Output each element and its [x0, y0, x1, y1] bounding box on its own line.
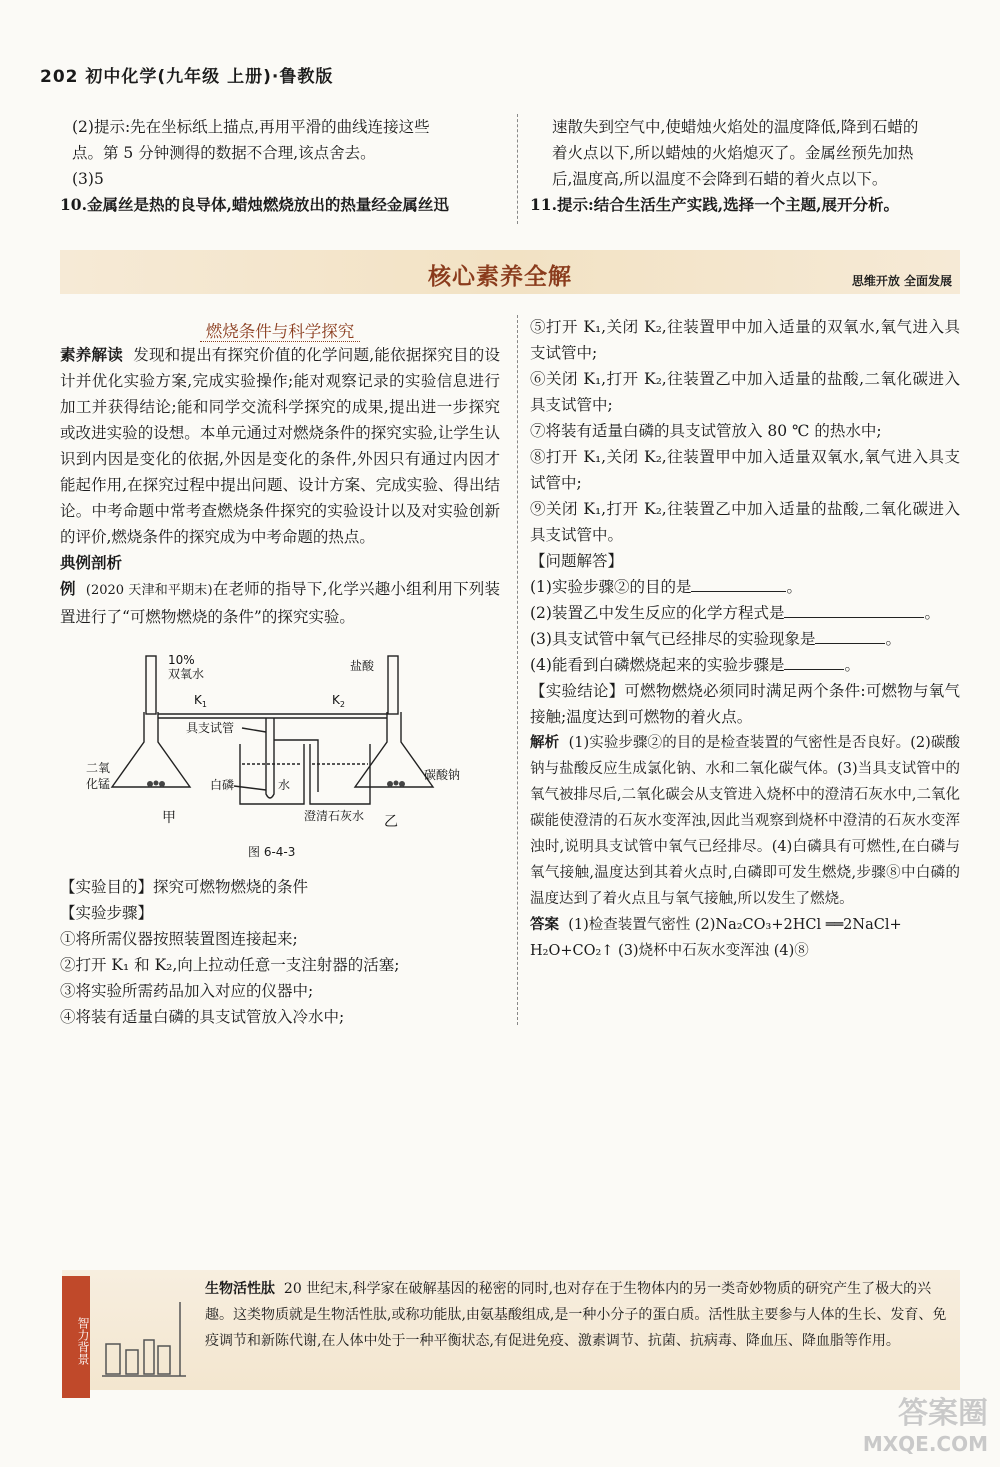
figure-caption: 图 6-4-3 [248, 845, 296, 859]
text-line: (3)5 [72, 170, 104, 188]
question-text: (4)能看到白磷燃烧起来的实验步骤是 [530, 656, 785, 674]
question-text: (2)装置乙中发生反应的化学方程式是 [530, 604, 785, 622]
right-column [530, 314, 960, 964]
flask-jia [112, 712, 190, 787]
purpose-line [60, 874, 500, 900]
text-line: (2)提示:先在坐标纸上描点,再用平滑的曲线连接这些 [72, 118, 430, 136]
question-2: (2)装置乙中发生反应的化学方程式是 。 [530, 600, 960, 626]
info-box-body: 20 世纪末,科学家在破解基因的秘密的同时,也对存在于生物体内的另一类奇妙物质的研究产生了极大的兴趣。这类物质就是生物活性肽,或称功能肽,由氨基酸组成,是一种小分子的蛋白质。活性肽主要参与人体的生长、发育、免疫调节和新陈代谢,在人体中处于一种平衡状态,有促进免疫、激素调节、抗菌、抗病毒、降血压、降血脂等作用。 [205, 1281, 947, 1349]
info-box-title: 生物活性肽 [205, 1281, 275, 1297]
label-water: 水 [278, 778, 291, 792]
question-text: (3)具支试管中氧气已经排尽的实验现象是 [530, 630, 816, 648]
syringe-yi [388, 656, 398, 714]
qa-label: 【问题解答】 [530, 552, 624, 570]
apparatus-figure [82, 652, 492, 867]
text-line: 着火点以下,所以蜡烛的火焰熄灭了。金属丝预先加热 [552, 144, 914, 162]
top-right-column [530, 114, 960, 218]
step-item: ①将所需仪器按照装置图连接起来; [60, 930, 298, 948]
step-item: ②打开 K₁ 和 K₂,向上拉动任意一支注射器的活塞; [60, 956, 400, 974]
watermark-line-2: MXQE.COM [862, 1432, 988, 1456]
leader-white-p [234, 786, 266, 790]
side-arm-tube [266, 718, 274, 798]
answer-blank[interactable] [784, 653, 844, 670]
text-line: 10.金属丝是热的良导体,蜡烛燃烧放出的热量经金属丝迅 [60, 195, 449, 214]
answer-blank[interactable] [784, 601, 924, 618]
question-3: (3)具支试管中氧气已经排尽的实验现象是 。 [530, 626, 960, 652]
step-item: ⑦将装有适量白磷的具支试管放入 80 ℃ 的热水中; [530, 422, 882, 440]
example-label: 例 [60, 580, 76, 598]
banner-title: 核心素养全解 [428, 264, 572, 290]
section-title-text: 燃烧条件与科学探究 [200, 322, 361, 342]
dianli-label: 典例剖析 [60, 554, 123, 572]
info-box-text [205, 1276, 955, 1354]
step-item: ③将实验所需药品加入对应的仪器中; [60, 982, 314, 1000]
label-jia: 甲 [162, 810, 176, 826]
banner-subtitle: 思维开放 全面发展 [851, 274, 952, 288]
step-item: ⑥关闭 K₁,打开 K₂,往装置乙中加入适量的盐酸,二氧化碳进入具支试管中; [530, 370, 960, 414]
suyang-paragraph [60, 342, 500, 550]
conclusion [530, 678, 960, 730]
step-item: ⑨关闭 K₁,打开 K₂,往装置乙中加入适量的盐酸,二氧化碳进入具支试管中。 [530, 500, 960, 544]
label-white-p: 白磷 [210, 778, 235, 792]
beaker-right [310, 744, 370, 804]
label-limewater: 澄清石灰水 [304, 809, 365, 823]
conclusion-label: 【实验结论】 [530, 682, 625, 700]
top-left-column [60, 114, 510, 218]
answer-label: 答案 [530, 917, 559, 933]
text-line: 速散失到空气中,使蜡烛火焰处的温度降低,降到石蜡的 [552, 118, 919, 136]
analysis-label: 解析 [530, 735, 560, 751]
purpose-text: 探究可燃物燃烧的条件 [153, 878, 309, 896]
column-divider [517, 315, 519, 1025]
left-column [60, 342, 500, 630]
syringe-jia [146, 656, 156, 714]
beaker-left [240, 744, 304, 804]
answer [530, 912, 960, 938]
step-item: ⑤打开 K₁,关闭 K₂,往装置甲中加入适量的双氧水,氧气进入具支试管中; [530, 318, 960, 362]
analysis [530, 730, 960, 912]
page-header: 202 初中化学(九年级 上册)·鲁教版 [40, 67, 334, 87]
purpose-label: 【实验目的】 [60, 878, 154, 896]
step-item: ⑧打开 K₁,关闭 K₂,往装置甲中加入适量双氧水,氧气进入具支试管中; [530, 448, 960, 492]
text-line: 后,温度高,所以温度不会降到石蜡的着火点以下。 [552, 170, 888, 188]
watermark-line-1: 答案圈 [898, 1396, 988, 1431]
info-box-tab: 智力背景 [62, 1276, 90, 1398]
answer-line-1: (1)检查装置气密性 (2)Na₂CO₃+2HCl ══2NaCl+ [568, 917, 902, 933]
question-1: (1)实验步骤②的目的是 。 [530, 574, 960, 600]
label-k1: $K_1$ [194, 693, 207, 709]
text-line: 点。第 5 分钟测得的数据不合理,该点舍去。 [72, 144, 376, 162]
analysis-text: (1)实验步骤②的目的是检查装置的气密性是否良好。(2)碳酸钠与盐酸反应生成氯化钠、水和二氧化碳气体。(3)当具支试管中的氧气被排尽后,二氧化碳会从支管进入烧杯中的澄清石灰水中,二氧化碳能使澄清的石灰水变浑浊,因此当观察到烧杯中澄清的石灰水变浑浊时,说明具支试管中氧气已经排尽。(4)白磷具有可燃性,在白磷与氧气接触,温度达到其着火点时,白磷即可发生燃烧,步骤⑧中白磷的温度达到了着火点且与氧气接触,所以发生了燃烧。 [530, 735, 961, 907]
answer-line-2: H₂O+CO₂↑ (3)烧杯中石灰水变浑浊 (4)⑧ [530, 943, 809, 959]
example-paragraph [60, 576, 500, 630]
leader-tube [242, 728, 266, 732]
connecting-pipe [158, 714, 387, 718]
column-divider [517, 114, 519, 224]
text-line: 11.提示:结合生活生产实践,选择一个主题,展开分析。 [530, 195, 899, 214]
section-title [60, 318, 500, 342]
label-h2o2-pct: 10% [168, 653, 195, 667]
step-item: ④将装有适量白磷的具支试管放入冷水中; [60, 1008, 345, 1026]
label-na2co3: 碳酸钠 [424, 768, 461, 782]
example-text: 在老师的指导下,化学兴趣小组利用下列装置进行了“可燃物燃烧的条件”的探究实验。 [60, 580, 500, 626]
steps-label: 【实验步骤】 [60, 904, 154, 922]
suyang-label: 素养解读 [60, 346, 123, 364]
example-source: (2020 天津和平期末) [85, 583, 213, 598]
answer-blank[interactable] [691, 575, 786, 592]
suyang-text: 发现和提出有探究价值的化学问题,能依据探究目的设计并优化实验方案,完成实验操作;能对观察记录的实验信息进行加工并获得结论;能和同学交流科学探究的成果,提出进一步探究或改进实验的设想。本单元通过对燃烧条件的探究实验,让学生认识到内因是变化的依据,外因是变化的条件,外因只有通过内因才能起作用,在探究过程中提出问题、设计方案、完成实验、得出结论。中考命题中常考查燃烧条件探究的实验设计以及对实验创新的评价,燃烧条件的探究成为中考命题的热点。 [60, 346, 500, 546]
question-4: (4)能看到白磷燃烧起来的实验步骤是 。 [530, 652, 960, 678]
label-mno2-2: 化锰 [86, 777, 111, 791]
left-lower [60, 874, 500, 1030]
label-hcl: 盐酸 [350, 659, 375, 673]
label-tube: 具支试管 [186, 721, 235, 735]
lab-bottles-illustration [100, 1300, 190, 1380]
conclusion-text: 可燃物燃烧必须同时满足两个条件:可燃物与氧气接触;温度达到可燃物的着火点。 [530, 682, 960, 726]
watermark [838, 1388, 988, 1458]
question-text: (1)实验步骤②的目的是 [530, 578, 692, 596]
label-mno2-1: 二氧 [86, 761, 111, 775]
flask-yi [355, 712, 433, 787]
answer-blank[interactable] [815, 627, 885, 644]
label-k2: $K_2$ [332, 693, 345, 709]
label-h2o2: 双氧水 [168, 667, 205, 681]
label-yi: 乙 [384, 814, 398, 830]
